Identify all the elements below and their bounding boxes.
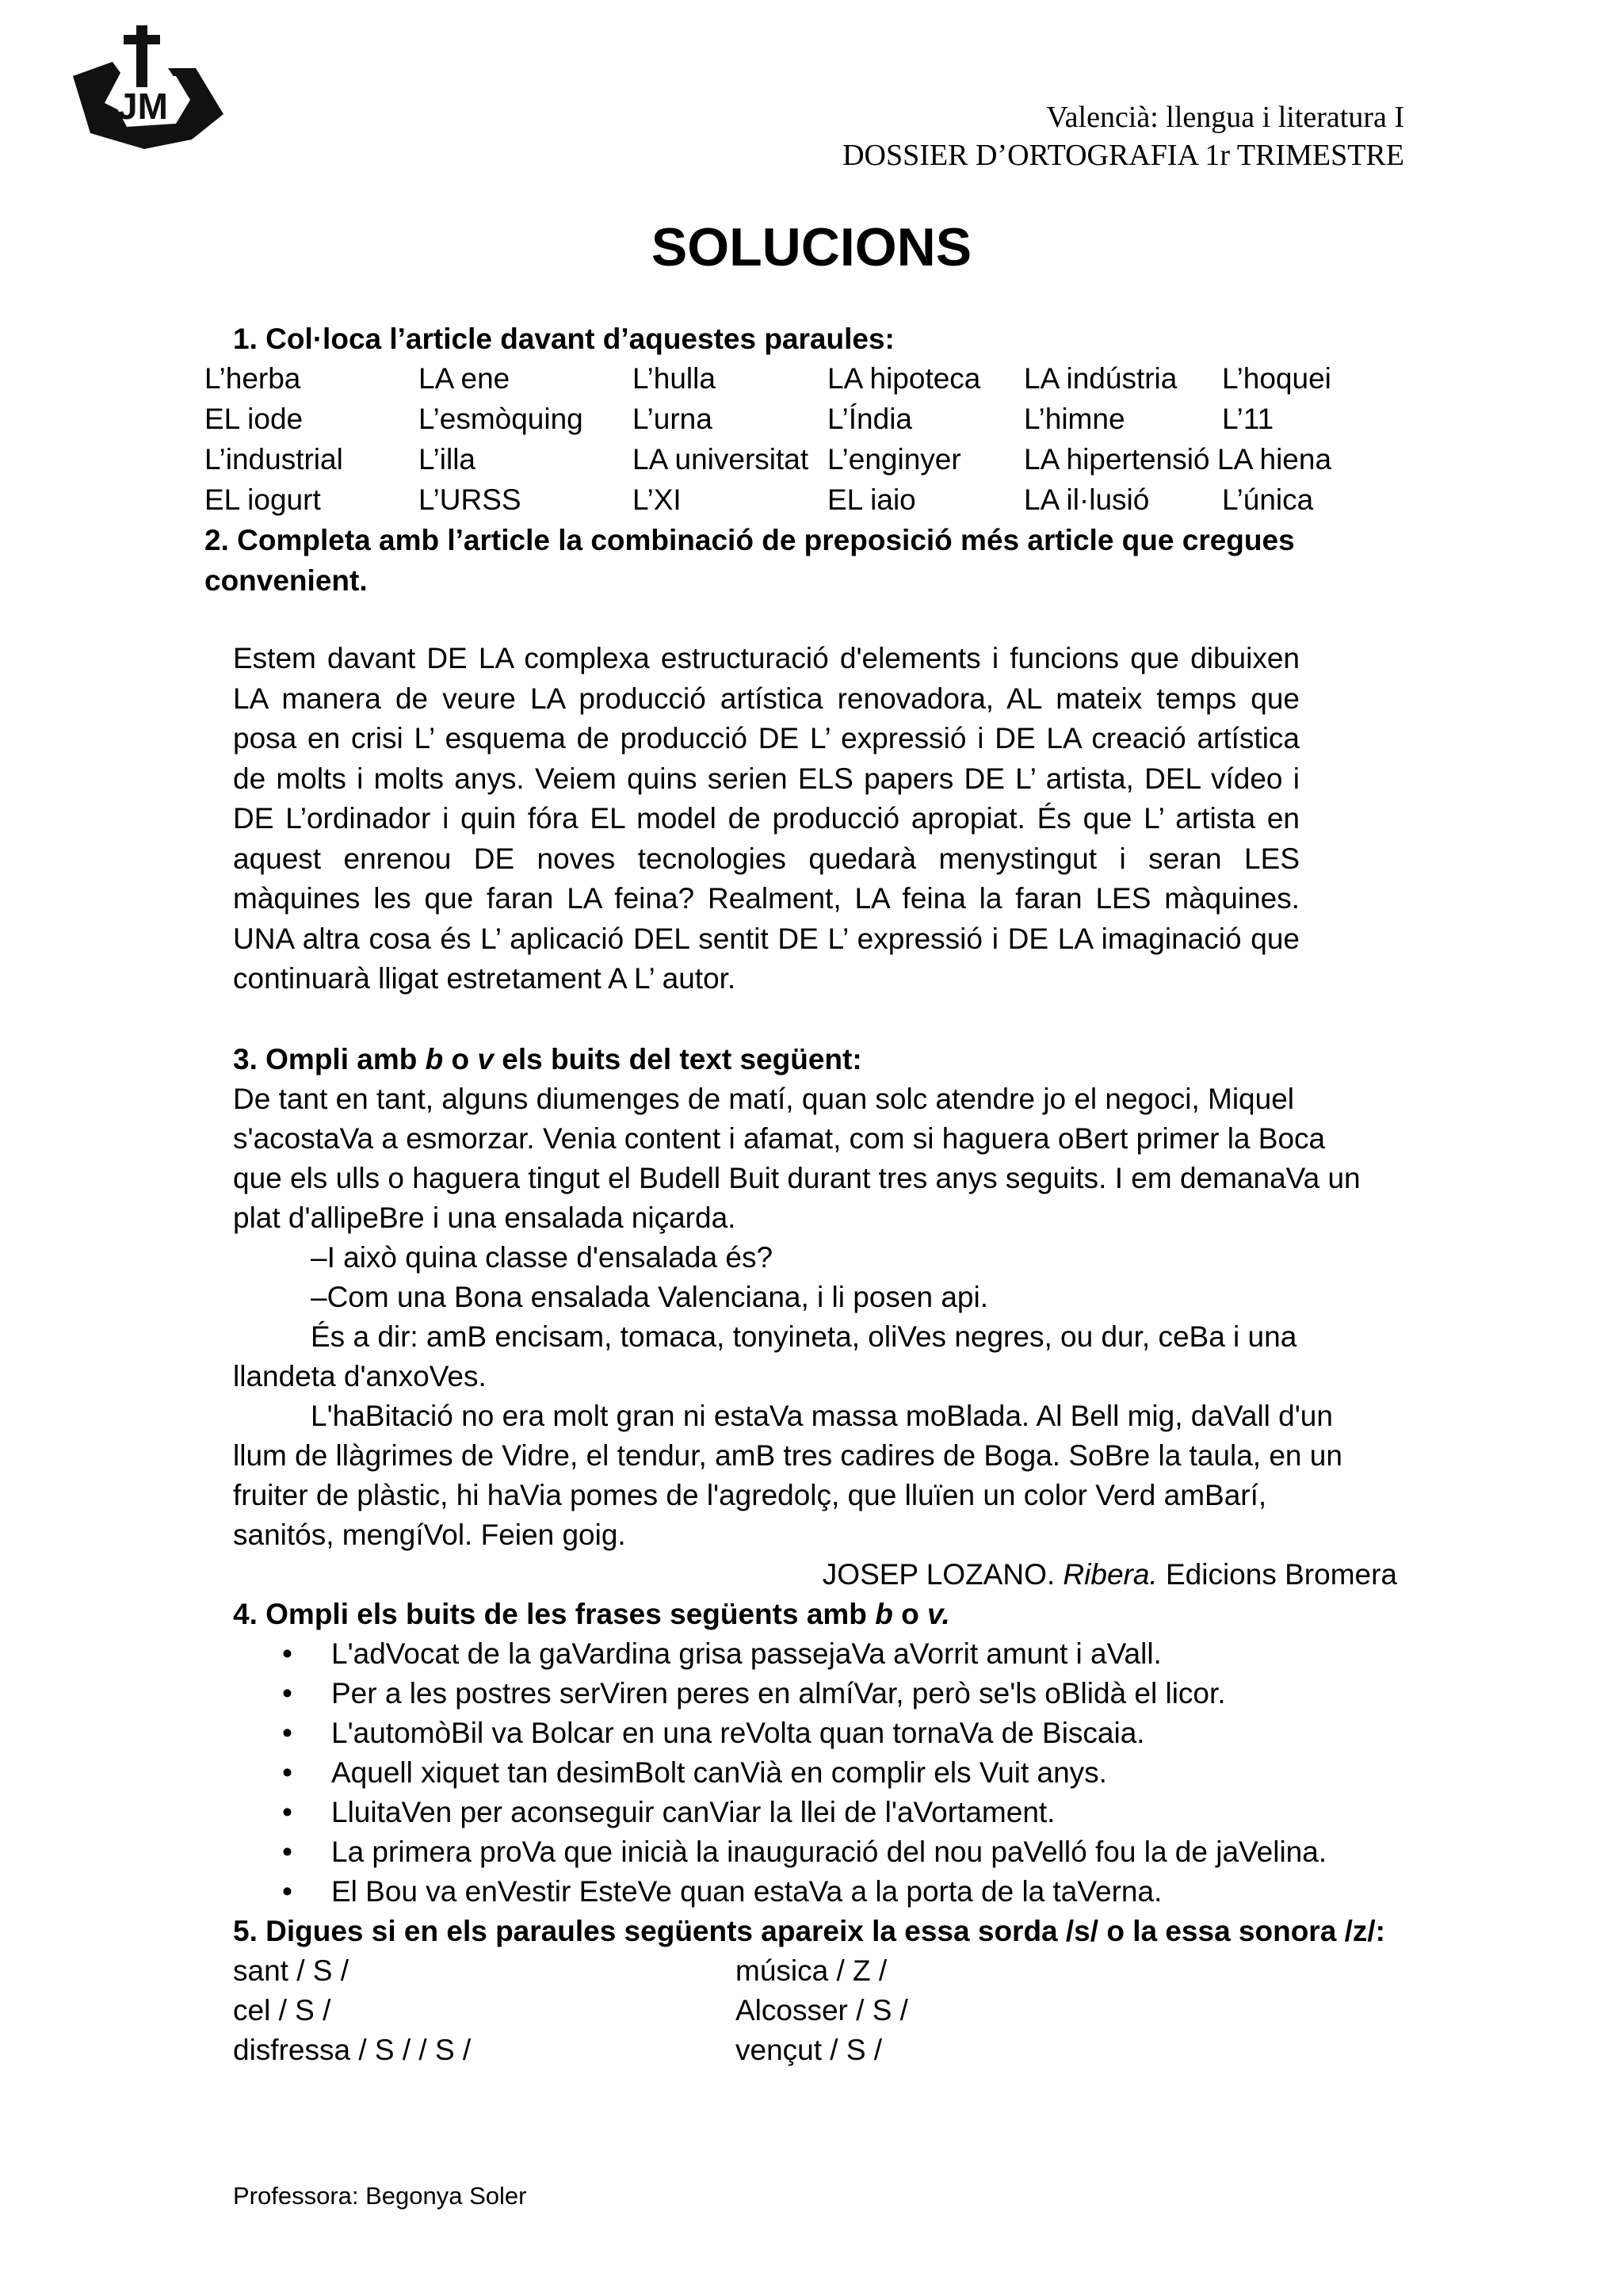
q5-left-item: disfressa / S / / S /: [233, 2034, 472, 2066]
q1-cell: EL iogurt: [204, 483, 321, 516]
q4-item: L'adVocat de la gaVardina grisa passejaVa aVorrit amunt i aVall.: [331, 1637, 1162, 1670]
bullet-icon: •: [282, 1677, 292, 1710]
q5-right-item: vençut / S /: [735, 2034, 883, 2066]
q4-item: La primera proVa que inicià la inauguració del nou paVelló fou la de jaVelina.: [331, 1836, 1327, 1868]
q1-cell: EL iode: [204, 403, 304, 435]
q3-heading: 3. Ompli amb b o v els buits del text següent:: [233, 1043, 862, 1075]
q1-cell: LA hiena: [1217, 443, 1332, 476]
q1-cell: L’11: [1222, 403, 1274, 435]
q1-cell: L’URSS: [418, 483, 521, 516]
q3-line: que els ulls o haguera tingut el Budell Buit durant tres anys seguits. I em demanaVa un: [233, 1162, 1361, 1194]
q1-cell: L’enginyer: [827, 443, 961, 476]
q3-line: De tant en tant, alguns diumenges de matí, quan solc atendre jo el negoci, Miquel: [233, 1083, 1295, 1115]
q3-line: sanitós, mengíVol. Feien goig.: [233, 1519, 626, 1551]
bullet-icon: •: [282, 1875, 292, 1908]
q1-heading: 1. Col·loca l’article davant d’aquestes paraules:: [233, 323, 895, 355]
q3-line: –I això quina classe d'ensalada és?: [311, 1241, 773, 1274]
q5-heading: 5. Digues si en els paraules següents apareix la essa sorda /s/ o la essa sonora /z/:: [233, 1915, 1385, 1947]
q3-line: plat d'allipeBre i una ensalada niçarda.: [233, 1201, 736, 1234]
q1-cell: L’industrial: [204, 443, 343, 476]
q4-item: Per a les postres serViren peres en almíVar, però se'ls oBlidà el licor.: [331, 1677, 1226, 1710]
q1-cell: L’herba: [204, 362, 301, 395]
bullet-icon: •: [282, 1836, 292, 1868]
q1-cell: EL iaio: [827, 483, 916, 516]
q1-cell: L’Índia: [827, 403, 912, 435]
q3-line: –Com una Bona ensalada Valenciana, i li posen api.: [311, 1281, 989, 1313]
q2-paragraph: Estem davant DE LA complexa estructuració d'elements i funcions que dibuixen LA manera de veure LA producció artística renovadora, AL mateix temps que posa en crisi L’ esquema de producció DE L’ expressió i DE LA creació artística de molts i molts anys. Veiem quins serien ELS papers DE L’ artista, DEL vídeo i DE L’ordinador i quin fóra EL model de producció apropiat. És que L’ artista en aquest enrenou DE noves tecnologies quedarà menystingut i seran LES màquines les que faran LA feina? Realment, LA feina la faran LES màquines. UNA altra cosa és L’ aplicació DEL sentit DE L’ expressió i DE LA imaginació que continuarà lligat estretament A L’ autor.: [233, 642, 1300, 995]
bullet-icon: •: [282, 1717, 292, 1749]
q5-right-item: música / Z /: [735, 1954, 888, 1987]
q1-cell: L’urna: [632, 403, 712, 435]
q4-heading: 4. Ompli els buits de les frases següents amb b o v.: [233, 1598, 950, 1630]
page-title: SOLUCIONS: [651, 217, 972, 277]
q3-line: L'haBitació no era molt gran ni estaVa massa moBlada. Al Bell mig, daVall d'un: [311, 1400, 1333, 1432]
bullet-icon: •: [282, 1796, 292, 1828]
q3-line: llum de llàgrimes de Vidre, el tendur, amB tres cadires de Boga. SoBre la taula, en un: [233, 1439, 1342, 1472]
q1-cell: LA hipoteca: [827, 362, 981, 395]
q4-item: L'automòBil va Bolcar en una reVolta quan tornaVa de Biscaia.: [331, 1717, 1145, 1749]
q4-item: Aquell xiquet tan desimBolt canVià en complir els Vuit anys.: [331, 1756, 1107, 1789]
q3-citation: JOSEP LOZANO. Ribera. Edicions Bromera: [822, 1558, 1397, 1591]
q1-cell: L’XI: [632, 483, 682, 516]
q1-cell: L’hulla: [632, 362, 716, 395]
q1-cell: LA universitat: [632, 443, 809, 476]
q1-cell: LA indústria: [1024, 362, 1178, 395]
q1-cell: LA il·lusió: [1024, 483, 1150, 516]
bullet-icon: •: [282, 1637, 292, 1670]
subject-header: Valencià: llengua i literatura I: [1046, 101, 1404, 134]
q1-cell: L’hoquei: [1222, 362, 1331, 395]
q1-cell: L’esmòquing: [418, 403, 583, 435]
q1-cell: L’himne: [1024, 403, 1125, 435]
q2-heading-line1: 2. Completa amb l’article la combinació de preposició més article que cregues: [204, 524, 1295, 556]
q3-line: s'acostaVa a esmorzar. Venia content i afamat, com si haguera oBert primer la Boca: [233, 1122, 1326, 1155]
q1-cell: L’illa: [418, 443, 475, 476]
q3-line: És a dir: amB encisam, tomaca, tonyineta, oliVes negres, ou dur, ceBa i una: [311, 1320, 1297, 1353]
q5-left-item: sant / S /: [233, 1954, 349, 1987]
q4-item: LluitaVen per aconseguir canViar la llei de l'aVortament.: [331, 1796, 1056, 1828]
q1-cell: LA ene: [418, 362, 510, 395]
q5-right-item: Alcosser / S /: [735, 1994, 908, 2027]
bullet-icon: •: [282, 1756, 292, 1789]
q3-line: fruiter de plàstic, hi haVia pomes de l'agredolç, que lluïen un color Verd amBarí,: [233, 1479, 1267, 1511]
dossier-header: DOSSIER D’ORTOGRAFIA 1r TRIMESTRE: [842, 139, 1404, 172]
logo-letters: JM: [117, 86, 168, 127]
q5-left-item: cel / S /: [233, 1994, 331, 2027]
q3-line: llandeta d'anxoVes.: [233, 1360, 487, 1392]
q1-cell: L’única: [1222, 483, 1314, 516]
footer-teacher: Professora: Begonya Soler: [233, 2182, 527, 2210]
school-logo: [57, 21, 241, 155]
q1-cell: LA hipertensió: [1024, 443, 1210, 476]
q2-heading-line2: convenient.: [204, 564, 368, 597]
q4-item: El Bou va enVestir EsteVe quan estaVa a la porta de la taVerna.: [331, 1875, 1163, 1908]
